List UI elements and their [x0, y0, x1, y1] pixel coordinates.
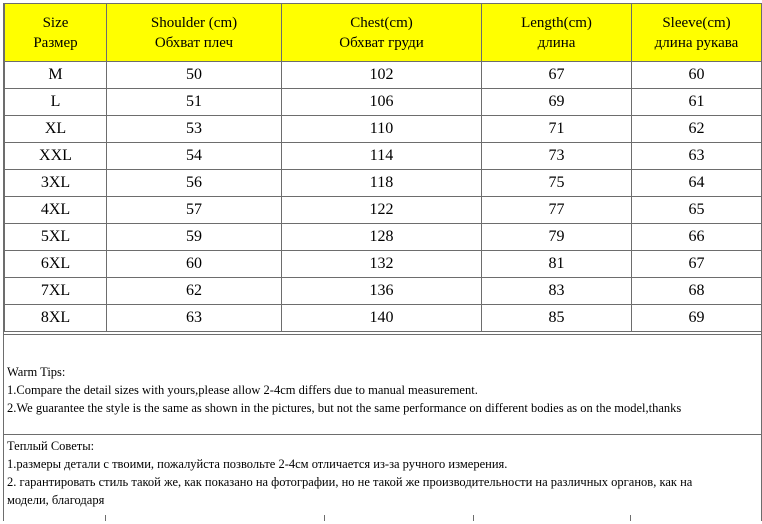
- table-row: [5, 278, 762, 305]
- tips-en-line-2: 2.We guarantee the style is the same as shown in the pictures, but not the same performance on different bodies as on the model,thanks: [7, 401, 682, 415]
- cell-chest: 106: [282, 89, 482, 116]
- cell-shoulder: 53: [107, 116, 282, 143]
- cell-chest: 132: [282, 251, 482, 278]
- cell-size: L: [5, 89, 107, 116]
- cell-size: 6XL: [5, 251, 107, 278]
- table-row: [5, 62, 762, 89]
- size-table-body: [5, 62, 762, 332]
- table-row: [5, 197, 762, 224]
- cell-shoulder: 63: [107, 305, 282, 332]
- cell-size: 7XL: [5, 278, 107, 305]
- cell-length: 73: [482, 143, 632, 170]
- cell-sleeve: 60: [632, 62, 762, 89]
- warm-tips-english: [4, 334, 761, 434]
- cell-size: 8XL: [5, 305, 107, 332]
- cell-chest: 114: [282, 143, 482, 170]
- cell-size: XXL: [5, 143, 107, 170]
- cell-shoulder: 60: [107, 251, 282, 278]
- cell-sleeve: 66: [632, 224, 762, 251]
- cell-chest: 110: [282, 116, 482, 143]
- tips-ru-line-1: 1.размеры детали с твоими, пожалуйста позвольте 2-4см отличается из-за ручного измерения.: [7, 457, 508, 471]
- table-row: [5, 143, 762, 170]
- cell-sleeve: 68: [632, 278, 762, 305]
- cell-sleeve: 64: [632, 170, 762, 197]
- table-row: [5, 170, 762, 197]
- cell-shoulder: 59: [107, 224, 282, 251]
- cell-chest: 122: [282, 197, 482, 224]
- bottom-divider-tick: [473, 515, 474, 521]
- header-sleeve: Sleeve(cm) длина рукава: [632, 4, 762, 62]
- cell-shoulder: 54: [107, 143, 282, 170]
- cell-sleeve: 63: [632, 143, 762, 170]
- cell-size: 4XL: [5, 197, 107, 224]
- tips-en-line-1: 1.Compare the detail sizes with yours,please allow 2-4cm differs due to manual measurement.: [7, 383, 478, 397]
- size-chart: [3, 3, 762, 521]
- cell-chest: 118: [282, 170, 482, 197]
- tips-ru-title: Теплый Советы:: [7, 439, 95, 453]
- cell-length: 67: [482, 62, 632, 89]
- cell-length: 85: [482, 305, 632, 332]
- cell-chest: 102: [282, 62, 482, 89]
- cell-sleeve: 62: [632, 116, 762, 143]
- cell-length: 69: [482, 89, 632, 116]
- cell-sleeve: 67: [632, 251, 762, 278]
- table-row: [5, 251, 762, 278]
- cell-shoulder: 50: [107, 62, 282, 89]
- cell-shoulder: 51: [107, 89, 282, 116]
- cell-length: 79: [482, 224, 632, 251]
- table-row: [5, 116, 762, 143]
- cell-length: 81: [482, 251, 632, 278]
- table-row: [5, 89, 762, 116]
- tips-en-title: Warm Tips:: [7, 365, 66, 379]
- cell-size: 5XL: [5, 224, 107, 251]
- cell-shoulder: 57: [107, 197, 282, 224]
- cell-sleeve: 61: [632, 89, 762, 116]
- header-row: [5, 4, 762, 62]
- tips-ru-line-2: 2. гарантировать стиль такой же, как показано на фотографии, но не такой же производительности на различных органов, как на модели, благодаря: [7, 475, 693, 507]
- header-size: Size Размер: [5, 4, 107, 62]
- table-row: [5, 224, 762, 251]
- cell-size: M: [5, 62, 107, 89]
- cell-length: 83: [482, 278, 632, 305]
- table-row: [5, 305, 762, 332]
- cell-length: 75: [482, 170, 632, 197]
- cell-chest: 136: [282, 278, 482, 305]
- header-chest: Chest(cm) Обхват груди: [282, 4, 482, 62]
- cell-chest: 140: [282, 305, 482, 332]
- bottom-divider-tick: [105, 515, 106, 521]
- cell-length: 77: [482, 197, 632, 224]
- cell-length: 71: [482, 116, 632, 143]
- cell-shoulder: 62: [107, 278, 282, 305]
- header-shoulder: Shoulder (cm) Обхват плеч: [107, 4, 282, 62]
- cell-sleeve: 69: [632, 305, 762, 332]
- bottom-divider-tick: [324, 515, 325, 521]
- cell-chest: 128: [282, 224, 482, 251]
- cell-shoulder: 56: [107, 170, 282, 197]
- cell-size: XL: [5, 116, 107, 143]
- cell-sleeve: 65: [632, 197, 762, 224]
- cell-size: 3XL: [5, 170, 107, 197]
- header-length: Length(cm) длина: [482, 4, 632, 62]
- size-table: [4, 3, 762, 332]
- bottom-divider-tick: [630, 515, 631, 521]
- warm-tips-russian: [4, 434, 761, 524]
